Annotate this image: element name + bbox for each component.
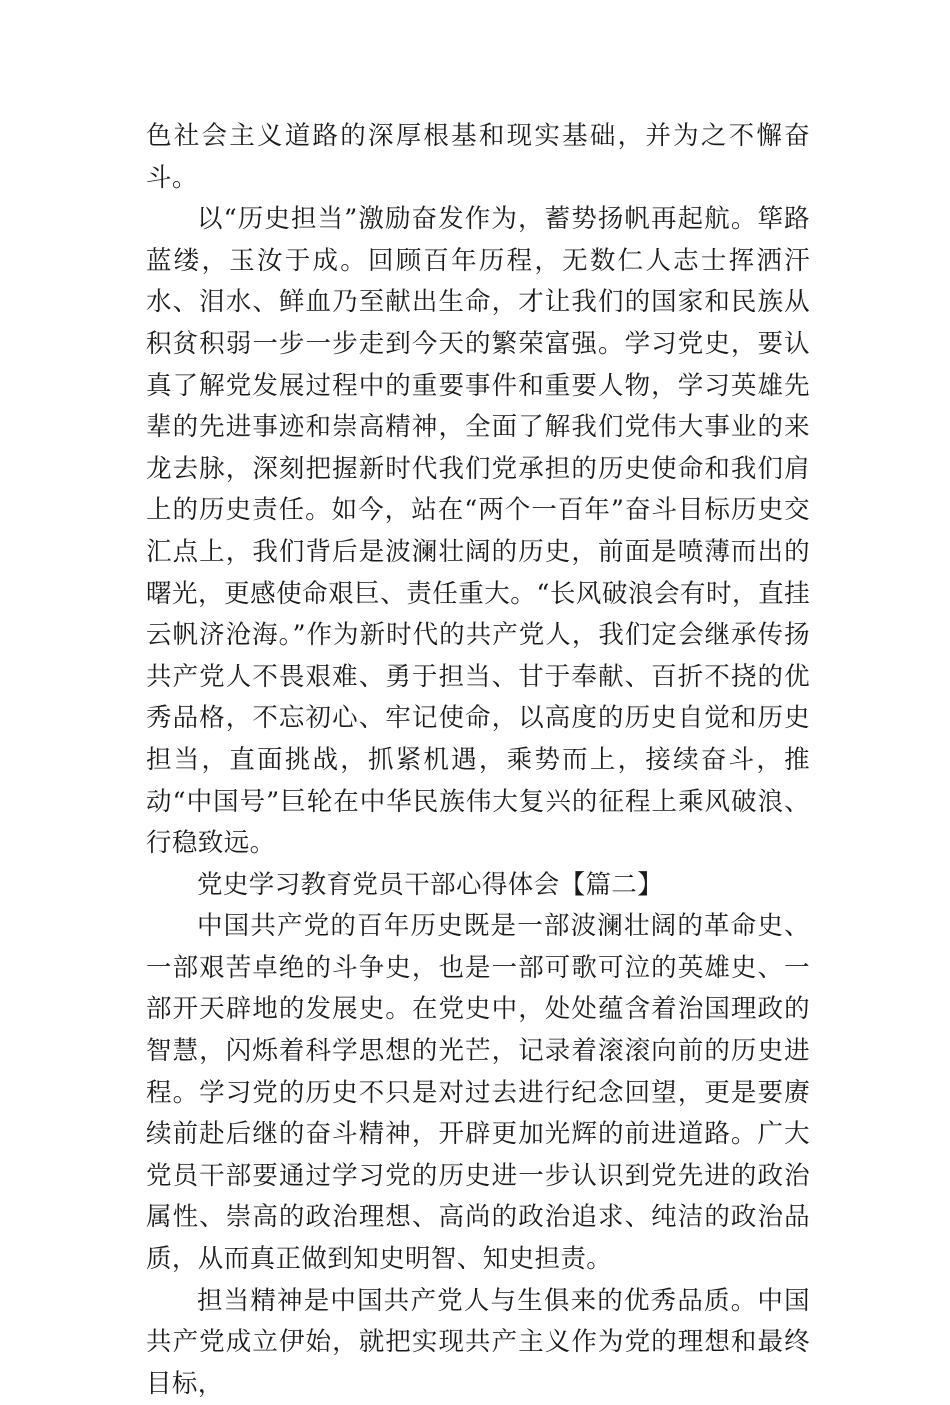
paragraph-continuation: 色社会主义道路的深厚根基和现实基础，并为之不懈奋斗。 [146,121,810,193]
paragraph-historical-responsibility: 以“历史担当”激励奋发作为，蓄势扬帆再起航。筚路蓝缕，玉汝于成。回顾百年历程，无数仁人志士挥洒汗水、泪水、鲜血乃至献出生命，才让我们的国家和民族从积贫积弱一步一步走到今天的繁荣富强。学习党史，要认真了解党发展过程中的重要事件和重要人物，学习英雄先辈的先进事迹和崇高精神，全面了解我们党伟大事业的来龙去脉，深刻把握新时代我们党承担的历史使命和我们肩上的历史责任。如今，站在“两个一百年”奋斗目标历史交汇点上，我们背后是波澜壮阔的历史，前面是喷薄而出的曙光，更感使命艰巨、责任重大。“长风破浪会有时，直挂云帆济沧海。”作为新时代的共产党人，我们定会继承传扬共产党人不畏艰难、勇于担当、甘于奉献、百折不挠的优秀品格，不忘初心、牢记使命，以高度的历史自觉和历史担当，直面挑战，抓紧机遇，乘势而上，接续奋斗，推动“中国号”巨轮在中华民族伟大复兴的征程上乘风破浪、行稳致远。 [146,204,810,859]
document-page [146,116,810,1405]
section-heading: 党史学习教育党员干部心得体会【篇二】 [197,869,664,900]
paragraph-party-history: 中国共产党的百年历史既是一部波澜壮阔的革命史、一部艰苦卓绝的斗争史，也是一部可歌可泣的英雄史、一部开天辟地的发展史。在党史中，处处蕴含着治国理政的智慧，闪烁着科学思想的光芒，记录着滚滚向前的历史进程。学习党的历史不只是对过去进行纪念回望，更是要赓续前赴后继的奋斗精神，开辟更加光辉的前进道路。广大党员干部要通过学习党的历史进一步认识到党先进的政治属性、崇高的政治理想、高尚的政治追求、纯洁的政治品质，从而真正做到知史明智、知史担责。 [146,911,810,1275]
paragraph-spirit-of-responsibility: 担当精神是中国共产党人与生俱来的优秀品质。中国共产党成立伊始，就把实现共产主义作为党的理想和最终目标， [146,1285,810,1399]
